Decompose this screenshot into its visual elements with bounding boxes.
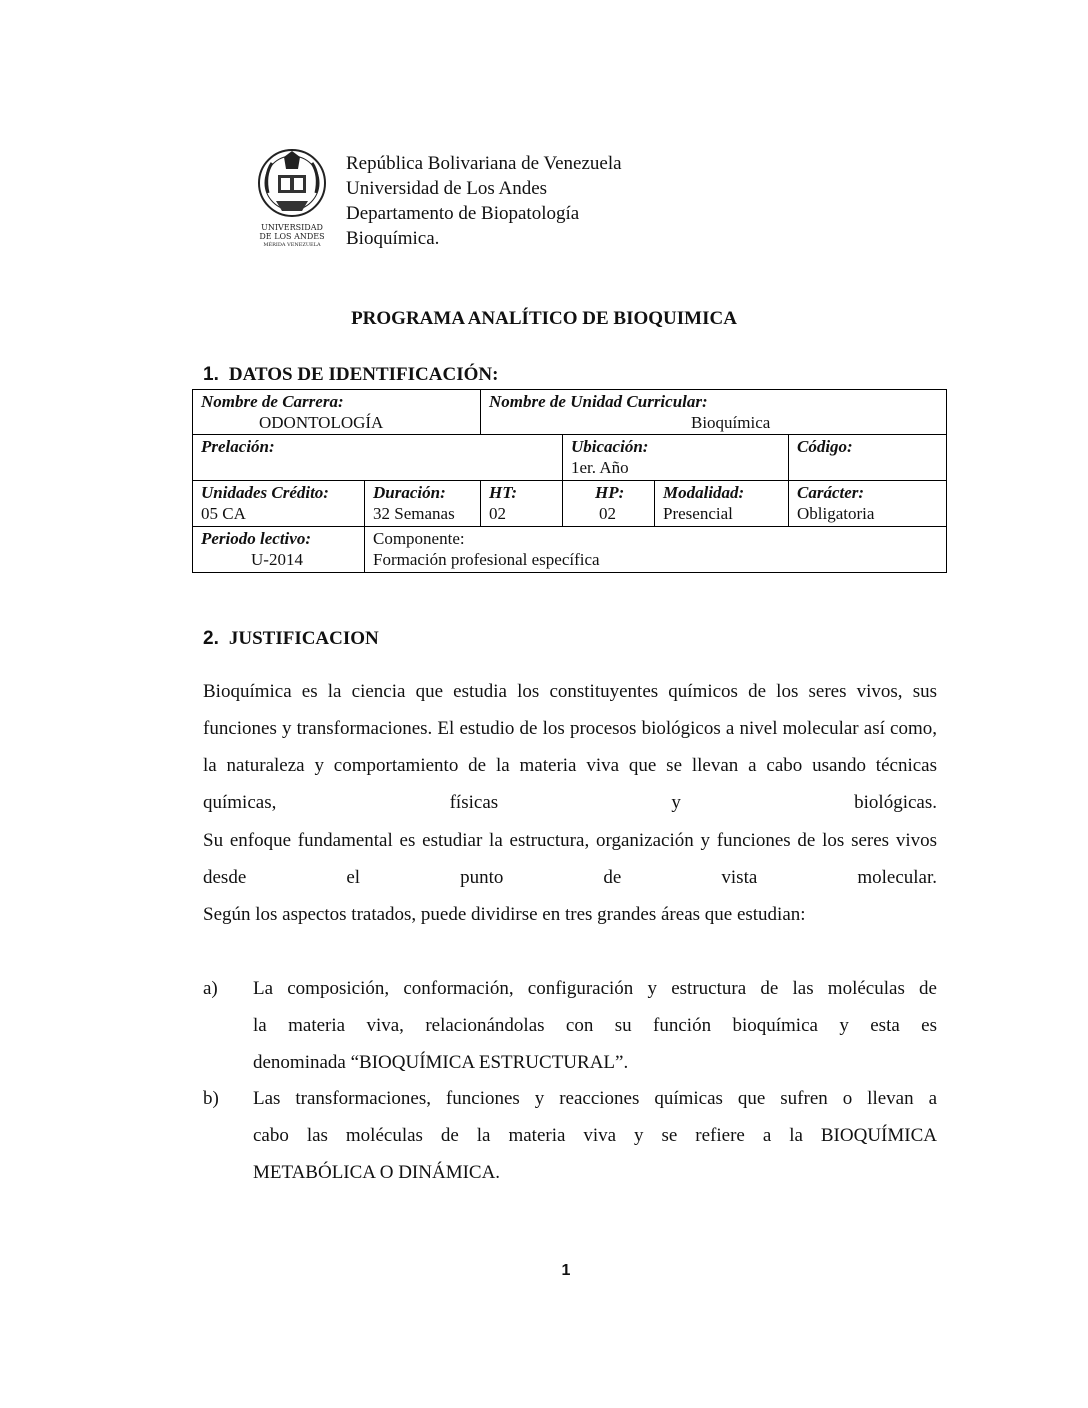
page-number: 1 [561,1262,571,1279]
cell-ht [481,481,563,527]
cell-caracter [789,481,947,527]
section-1-heading [203,364,498,386]
label-ht: HT: [489,483,518,502]
list-item-line: la materia viva, relacionándolas con su función bioquímica y esta es [253,1015,937,1036]
cell-prelacion [193,435,563,481]
list-item-line: denominada “BIOQUÍMICA ESTRUCTURAL”. [253,1052,629,1073]
list-item-label: b) [203,1088,219,1109]
header-line-country: República Bolivariana de Venezuela [346,153,622,174]
justification-paragraph-2: Su enfoque fundamental es estudiar la estructura, organización y funciones de los seres vivos desde el punto de vista molecular. [203,830,937,888]
cell-ubicacion [563,435,789,481]
label-periodo: Periodo lectivo: [201,529,311,548]
value-duracion: 32 Semanas [373,504,455,523]
value-ubicacion: 1er. Año [571,458,629,477]
value-creditos: 05 CA [201,504,246,523]
cell-componente [365,527,947,573]
list-item-label: a) [203,978,218,999]
value-componente: Formación profesional específica [373,550,600,569]
justification-paragraph-3: Según los aspectos tratados, puede dividirse en tres grandes áreas que estudian: [203,904,806,925]
cell-unidad-curricular [481,390,947,435]
university-seal-logo [256,145,328,257]
value-ht: 02 [489,504,506,523]
list-item-line: La composición, conformación, configuración y estructura de las moléculas de [253,978,937,999]
section-heading-text: JUSTIFICACION [228,628,379,649]
section-heading-text: DATOS DE IDENTIFICACIÓN: [228,364,499,385]
cell-duracion [365,481,481,527]
list-item-line: METABÓLICA O DINÁMICA. [253,1162,501,1183]
cell-carrera [193,390,481,435]
value-caracter: Obligatoria [797,504,875,523]
label-codigo: Código: [797,437,853,456]
value-unidad-curricular: Bioquímica [691,413,771,432]
label-ubicacion: Ubicación: [571,437,649,456]
list-item-line: Las transformaciones, funciones y reacciones químicas que sufren o llevan a [253,1088,937,1109]
label-componente: Componente: [373,529,465,548]
list-item [253,970,937,1081]
logo-text-line: MÉRIDA VENEZUELA [263,242,321,248]
label-creditos: Unidades Crédito: [201,483,329,502]
section-number: 2. [203,628,219,649]
cell-codigo [789,435,947,481]
cell-hp [563,481,655,527]
cell-modalidad [655,481,789,527]
section-number: 1. [203,364,219,385]
label-carrera: Nombre de Carrera: [201,392,344,411]
list-item-line: cabo las moléculas de la materia viva y se refiere a la BIOQUÍMICA [253,1125,937,1146]
label-caracter: Carácter: [797,483,865,502]
label-modalidad: Modalidad: [663,483,745,502]
logo-text-line: DE LOS ANDES [259,232,325,241]
label-duracion: Duración: [373,483,446,502]
label-prelacion: Prelación: [201,437,275,456]
header-line-subject: Bioquímica. [346,228,440,249]
value-periodo: U-2014 [251,550,303,569]
label-unidad-curricular: Nombre de Unidad Curricular: [489,392,708,411]
list-item [253,1080,937,1191]
cell-periodo [193,527,365,573]
identification-table [192,389,947,573]
section-2-heading [203,628,379,650]
logo-text-line: UNIVERSIDAD [261,223,323,232]
cell-creditos [193,481,365,527]
header-line-university: Universidad de Los Andes [346,178,548,199]
value-carrera: ODONTOLOGÍA [259,413,384,432]
value-hp: 02 [599,504,616,523]
label-hp: HP: [595,483,625,502]
document-title: PROGRAMA ANALÍTICO DE BIOQUIMICA [351,308,737,329]
value-modalidad: Presencial [663,504,733,523]
justification-paragraph-1: Bioquímica es la ciencia que estudia los constituyentes químicos de los seres vivos, sus funciones y transformaciones. El estudio de los procesos biológicos a nivel molecular así como, la naturaleza y comportamiento de la materia viva que se llevan a cabo usando técnicas químicas, físicas y biológicas. [203,681,937,813]
header-line-department: Departamento de Biopatología [346,203,580,224]
